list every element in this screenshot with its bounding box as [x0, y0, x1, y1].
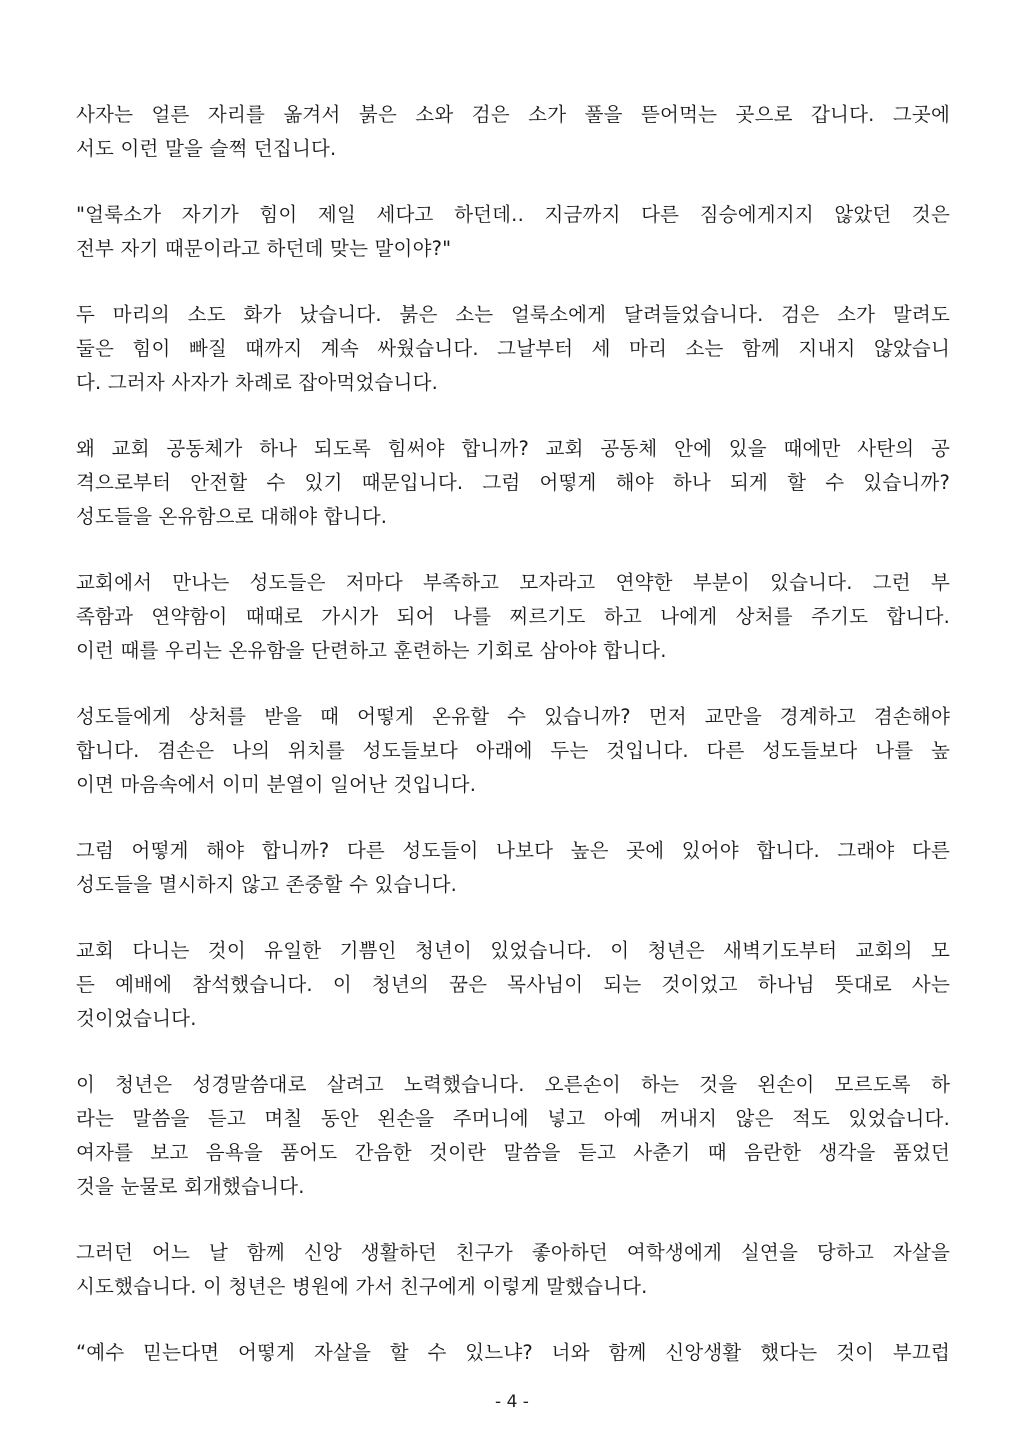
paragraph-line: 격으로부터 안전할 수 있기 때문입니다. 그럼 어떻게 해야 하나 되게 할 수 있습니까? [76, 471, 950, 494]
paragraph-line: 족함과 연약함이 때때로 가시가 되어 나를 찌르기도 하고 나에게 상처를 주기도 합니다. [76, 605, 950, 628]
paragraph [76, 700, 950, 802]
paragraph-line: 둘은 힘이 빠질 때까지 계속 싸웠습니다. 그날부터 세 마리 소는 함께 지내지 않았습니 [76, 337, 950, 360]
paragraph [76, 566, 950, 668]
paragraph-line: 든 예배에 참석했습니다. 이 청년의 꿈은 목사님이 되는 것이었고 하나님 뜻대로 사는 [76, 973, 950, 996]
paragraph-line: 것을 눈물로 회개했습니다. [76, 1175, 305, 1198]
paragraph-line: 교회에서 만나는 성도들은 저마다 부족하고 모자라고 연약한 부분이 있습니다. 그런 부 [76, 571, 950, 594]
paragraph [76, 298, 950, 400]
paragraph-line: "얼룩소가 자기가 힘이 제일 세다고 하던데.. 지금까지 다른 짐승에게지지 않았던 것은 [76, 203, 950, 226]
paragraph-line: 전부 자기 때문이라고 하던데 맞는 말이야?" [76, 237, 452, 260]
paragraph [76, 1236, 950, 1304]
paragraph-line: 것이었습니다. [76, 1007, 197, 1030]
paragraph-line: 사자는 얼른 자리를 옮겨서 붉은 소와 검은 소가 풀을 뜯어먹는 곳으로 갑니다. 그곳에 [76, 103, 950, 126]
paragraph [76, 198, 950, 266]
paragraph-line: 합니다. 겸손은 나의 위치를 성도들보다 아래에 두는 것입니다. 다른 성도들보다 나를 높 [76, 739, 950, 762]
paragraph-line: 여자를 보고 음욕을 품어도 간음한 것이란 말씀을 듣고 사춘기 때 음란한 생각을 품었던 [76, 1141, 950, 1164]
paragraph-line: 다. 그러자 사자가 차례로 잡아먹었습니다. [76, 371, 439, 394]
paragraph-line: 성도들을 온유함으로 대해야 합니다. [76, 505, 388, 528]
paragraph [76, 98, 950, 166]
paragraph-line: 이 청년은 성경말씀대로 살려고 노력했습니다. 오른손이 하는 것을 왼손이 모르도록 하 [76, 1073, 950, 1096]
paragraph-line: 그러던 어느 날 함께 신앙 생활하던 친구가 좋아하던 여학생에게 실연을 당하고 자살을 [76, 1241, 950, 1264]
paragraph-line: 그럼 어떻게 해야 합니까? 다른 성도들이 나보다 높은 곳에 있어야 합니다. 그래야 다른 [76, 839, 950, 862]
paragraph [76, 1336, 950, 1370]
paragraph-line: “예수 믿는다면 어떻게 자살을 할 수 있느냐? 너와 함께 신앙생활 했다는 것이 부끄럽 [76, 1341, 950, 1364]
paragraph-line: 왜 교회 공동체가 하나 되도록 힘써야 합니까? 교회 공동체 안에 있을 때에만 사탄의 공 [76, 437, 950, 460]
paragraph-line: 라는 말씀을 듣고 며칠 동안 왼손을 주머니에 넣고 아예 꺼내지 않은 적도 있었습니다. [76, 1107, 950, 1130]
paragraph-line: 서도 이런 말을 슬쩍 던집니다. [76, 137, 337, 160]
paragraph-line: 교회 다니는 것이 유일한 기쁨인 청년이 있었습니다. 이 청년은 새벽기도부터 교회의 모 [76, 939, 950, 962]
paragraph [76, 432, 950, 534]
paragraph [76, 1068, 950, 1204]
paragraph-line: 이면 마음속에서 이미 분열이 일어난 것입니다. [76, 773, 477, 796]
paragraph [76, 834, 950, 902]
paragraph-line: 두 마리의 소도 화가 났습니다. 붉은 소는 얼룩소에게 달려들었습니다. 검은 소가 말려도 [76, 303, 950, 326]
page-number: - 4 - [495, 1392, 529, 1412]
paragraph-line: 이런 때를 우리는 온유함을 단련하고 훈련하는 기회로 삼아야 합니다. [76, 639, 667, 662]
paragraph-line: 성도들을 멸시하지 않고 존중할 수 있습니다. [76, 873, 458, 896]
paragraph-line: 시도했습니다. 이 청년은 병원에 가서 친구에게 이렇게 말했습니다. [76, 1275, 648, 1298]
paragraph-line: 성도들에게 상처를 받을 때 어떻게 온유할 수 있습니까? 먼저 교만을 경계하고 겸손해야 [76, 705, 950, 728]
document-body [76, 98, 950, 1402]
paragraph [76, 934, 950, 1036]
